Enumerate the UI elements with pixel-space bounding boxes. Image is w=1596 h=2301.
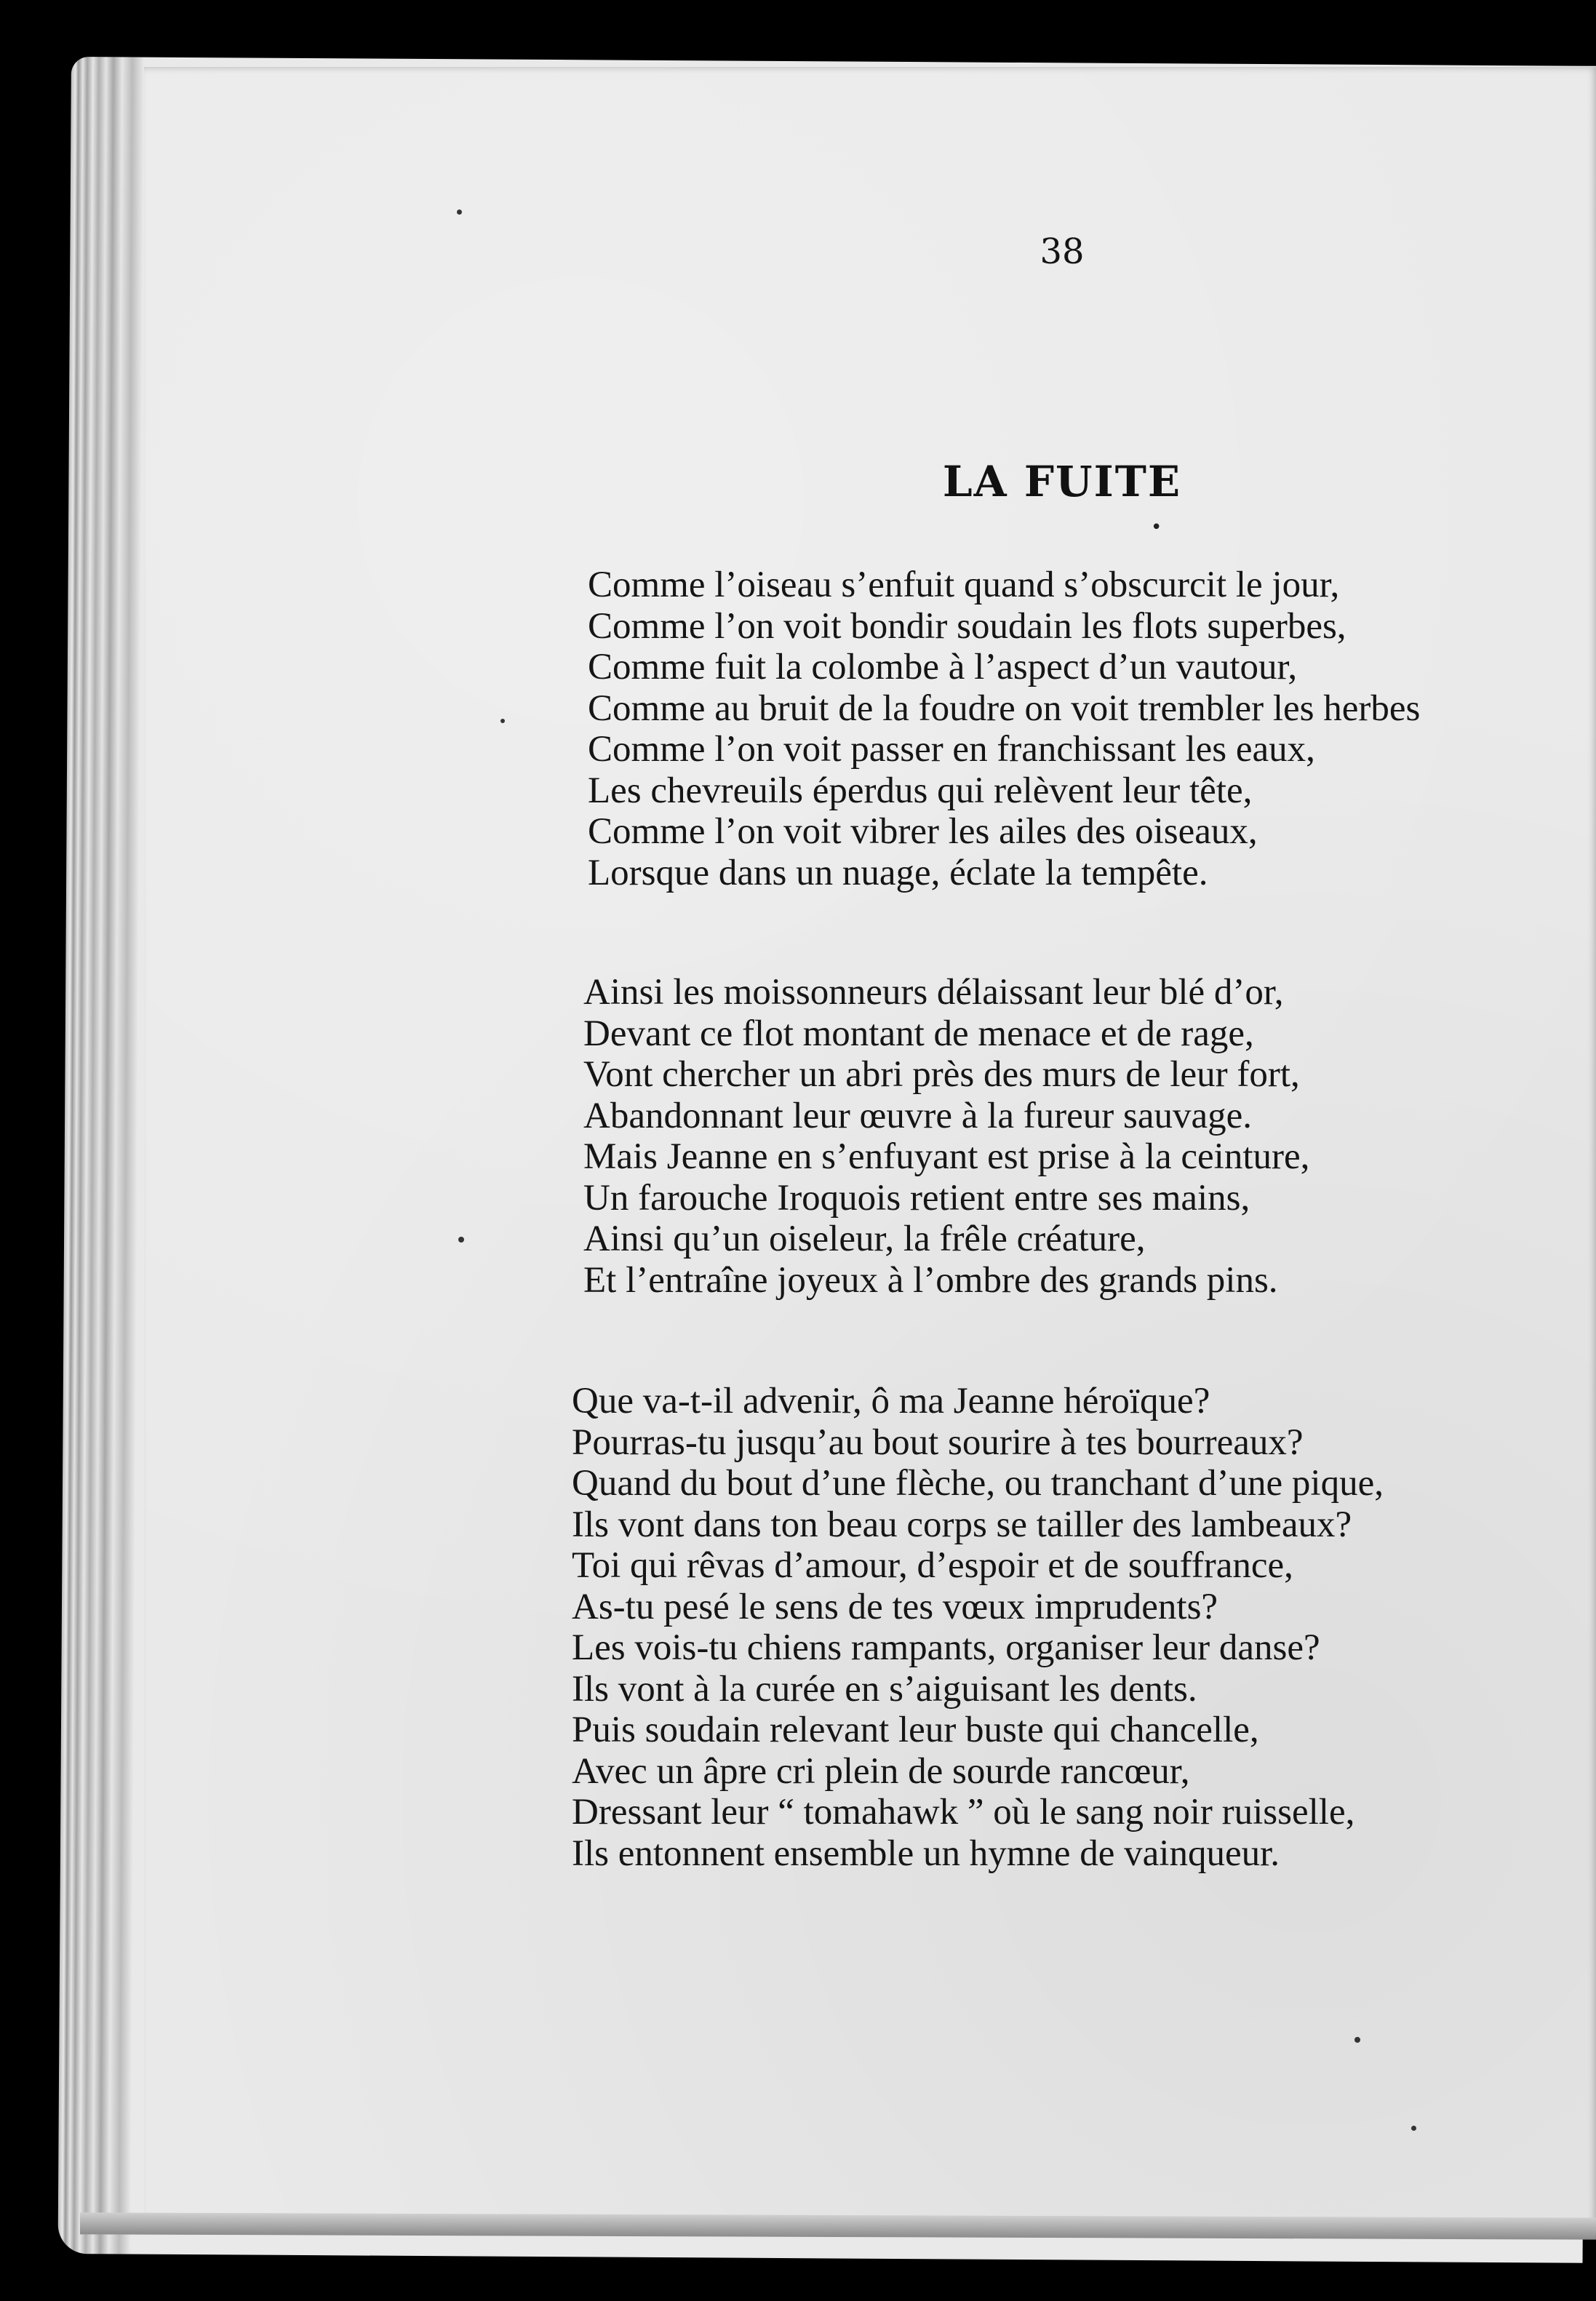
verse-line: Avec un âpre cri plein de sourde rancœur, <box>572 1750 1190 1792</box>
verse-line: Comme l’on voit vibrer les ailes des oiseaux, <box>588 811 1258 852</box>
verse-line: Abandonnant leur œuvre à la fureur sauvage. <box>583 1095 1253 1136</box>
poem-title: LA FUITE <box>942 457 1182 506</box>
scan-speck <box>457 210 462 215</box>
verse-line: Comme l’oiseau s’enfuit quand s’obscurcit le jour, <box>588 565 1340 605</box>
verse-line: Quand du bout d’une flèche, ou tranchant d’une pique, <box>572 1463 1384 1504</box>
verse-line: Un farouche Iroquois retient entre ses mains, <box>583 1177 1250 1219</box>
verse-line: Vont chercher un abri près des murs de leur fort, <box>583 1054 1300 1095</box>
stanza-2 <box>583 972 1309 1301</box>
scan-speck <box>500 719 505 723</box>
scan-speck <box>458 1237 464 1243</box>
verse-line: Puis soudain relevant leur buste qui chancelle, <box>572 1710 1259 1750</box>
verse-line: Ainsi qu’un oiseleur, la frêle créature, <box>583 1219 1146 1259</box>
verse-line: Que va-t-il advenir, ô ma Jeanne héroïque? <box>572 1381 1210 1421</box>
title-ornament: • <box>1151 517 1162 538</box>
stanza-3 <box>572 1381 1384 1874</box>
verse-line: Ils entonnent ensemble un hymne de vainqueur. <box>572 1833 1280 1874</box>
verse-line: Ainsi les moissonneurs délaissant leur blé d’or, <box>583 972 1284 1013</box>
verse-line: Comme l’on voit bondir soudain les flots superbes, <box>588 605 1346 647</box>
verse-line: Toi qui rêvas d’amour, d’espoir et de souffrance, <box>572 1545 1293 1586</box>
scan-speck <box>1411 2126 1416 2131</box>
page-number: 38 <box>1040 231 1085 272</box>
verse-line: Comme l’on voit passer en franchissant les eaux, <box>588 729 1315 770</box>
verse-line: Pourras-tu jusqu’au bout sourire à tes bourreaux? <box>572 1421 1304 1463</box>
verse-line: Comme fuit la colombe à l’aspect d’un vautour, <box>588 647 1298 687</box>
verse-line: Les chevreuils éperdus qui relèvent leur tête, <box>588 770 1253 811</box>
verse-line: Ils vont à la curée en s’aiguisant les dents. <box>572 1668 1197 1710</box>
stanza-1 <box>588 565 1420 893</box>
verse-line: Lorsque dans un nuage, éclate la tempête. <box>588 852 1208 893</box>
verse-line: As-tu pesé le sens de tes vœux imprudents? <box>572 1586 1218 1627</box>
verse-line: Et l’entraîne joyeux à l’ombre des grands pins. <box>583 1259 1278 1301</box>
verse-line: Comme au bruit de la foudre on voit trembler les herbes <box>588 687 1421 729</box>
verse-line: Ils vont dans ton beau corps se tailler des lambeaux? <box>572 1504 1352 1545</box>
verse-line: Dressant leur “ tomahawk ” où le sang noir ruisselle, <box>572 1792 1355 1833</box>
verse-line: Mais Jeanne en s’enfuyant est prise à la ceinture, <box>583 1136 1310 1177</box>
scan-speck <box>1354 2037 1360 2043</box>
verse-line: Devant ce flot montant de menace et de rage, <box>583 1013 1254 1054</box>
verse-line: Les vois-tu chiens rampants, organiser leur danse? <box>572 1627 1320 1668</box>
